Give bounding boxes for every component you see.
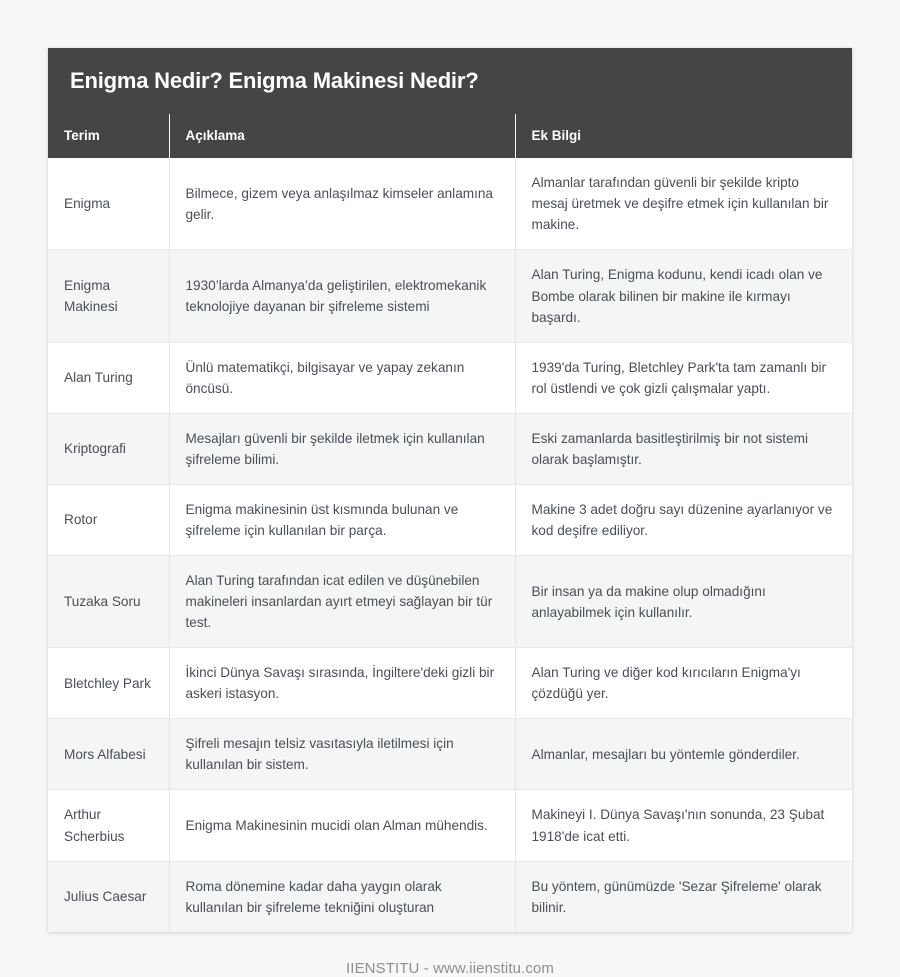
cell-term: Kriptografi [48, 413, 169, 484]
cell-extra-info: Almanlar, mesajları bu yöntemle gönderdiler. [515, 719, 852, 790]
cell-term: Enigma [48, 158, 169, 250]
cell-extra-info: Alan Turing ve diğer kod kırıcıların Enigma'yı çözdüğü yer. [515, 648, 852, 719]
table-row [48, 790, 852, 861]
cell-extra-info: Eski zamanlarda basitleştirilmiş bir not sistemi olarak başlamıştır. [515, 413, 852, 484]
cell-extra-info: Alan Turing, Enigma kodunu, kendi icadı olan ve Bombe olarak bilinen bir makine ile kırmayı başardı. [515, 250, 852, 342]
cell-term: Arthur Scherbius [48, 790, 169, 861]
column-header-description: Açıklama [169, 114, 515, 158]
cell-description: Bilmece, gizem veya anlaşılmaz kimseler anlamına gelir. [169, 158, 515, 250]
table-row [48, 648, 852, 719]
cell-term: Enigma Makinesi [48, 250, 169, 342]
footer-attribution: IIENSTITU - www.iienstitu.com [346, 959, 554, 977]
table-header [48, 114, 852, 158]
cell-description: Alan Turing tarafından icat edilen ve düşünebilen makineleri insanlardan ayırt etmeyi sağlayan bir tür test. [169, 556, 515, 648]
terms-table [48, 114, 852, 931]
cell-term: Tuzaka Soru [48, 556, 169, 648]
cell-description: İkinci Dünya Savaşı sırasında, İngiltere'deki gizli bir askeri istasyon. [169, 648, 515, 719]
cell-description: Şifreli mesajın telsiz vasıtasıyla iletilmesi için kullanılan bir sistem. [169, 719, 515, 790]
cell-extra-info: Bir insan ya da makine olup olmadığını anlayabilmek için kullanılır. [515, 556, 852, 648]
table-row [48, 250, 852, 342]
cell-term: Alan Turing [48, 342, 169, 413]
cell-extra-info: Almanlar tarafından güvenli bir şekilde kripto mesaj üretmek ve deşifre etmek için kullanılan bir makine. [515, 158, 852, 250]
cell-description: Enigma makinesinin üst kısmında bulunan ve şifreleme için kullanılan bir parça. [169, 484, 515, 555]
cell-extra-info: Makine 3 adet doğru sayı düzenine ayarlanıyor ve kod deşifre ediliyor. [515, 484, 852, 555]
table-body [48, 158, 852, 931]
table-header-row [48, 114, 852, 158]
cell-term: Bletchley Park [48, 648, 169, 719]
column-header-term: Terim [48, 114, 169, 158]
table-row [48, 556, 852, 648]
cell-extra-info: Bu yöntem, günümüzde 'Sezar Şifreleme' olarak bilinir. [515, 861, 852, 932]
cell-description: Enigma Makinesinin mucidi olan Alman mühendis. [169, 790, 515, 861]
table-row [48, 342, 852, 413]
table-row [48, 413, 852, 484]
cell-extra-info: 1939'da Turing, Bletchley Park'ta tam zamanlı bir rol üstlendi ve çok gizli çalışmalar yaptı. [515, 342, 852, 413]
table-row [48, 861, 852, 932]
info-card [48, 48, 852, 932]
cell-term: Julius Caesar [48, 861, 169, 932]
cell-term: Rotor [48, 484, 169, 555]
page-title: Enigma Nedir? Enigma Makinesi Nedir? [48, 48, 852, 114]
cell-description: 1930’larda Almanya’da geliştirilen, elektromekanik teknolojiye dayanan bir şifreleme sistemi [169, 250, 515, 342]
cell-term: Mors Alfabesi [48, 719, 169, 790]
column-header-extra-info: Ek Bilgi [515, 114, 852, 158]
cell-description: Roma dönemine kadar daha yaygın olarak kullanılan bir şifreleme tekniğini oluşturan [169, 861, 515, 932]
cell-extra-info: Makineyi I. Dünya Savaşı'nın sonunda, 23 Şubat 1918'de icat etti. [515, 790, 852, 861]
table-row [48, 719, 852, 790]
cell-description: Ünlü matematikçi, bilgisayar ve yapay zekanın öncüsü. [169, 342, 515, 413]
table-row [48, 484, 852, 555]
table-row [48, 158, 852, 250]
cell-description: Mesajları güvenli bir şekilde iletmek için kullanılan şifreleme bilimi. [169, 413, 515, 484]
